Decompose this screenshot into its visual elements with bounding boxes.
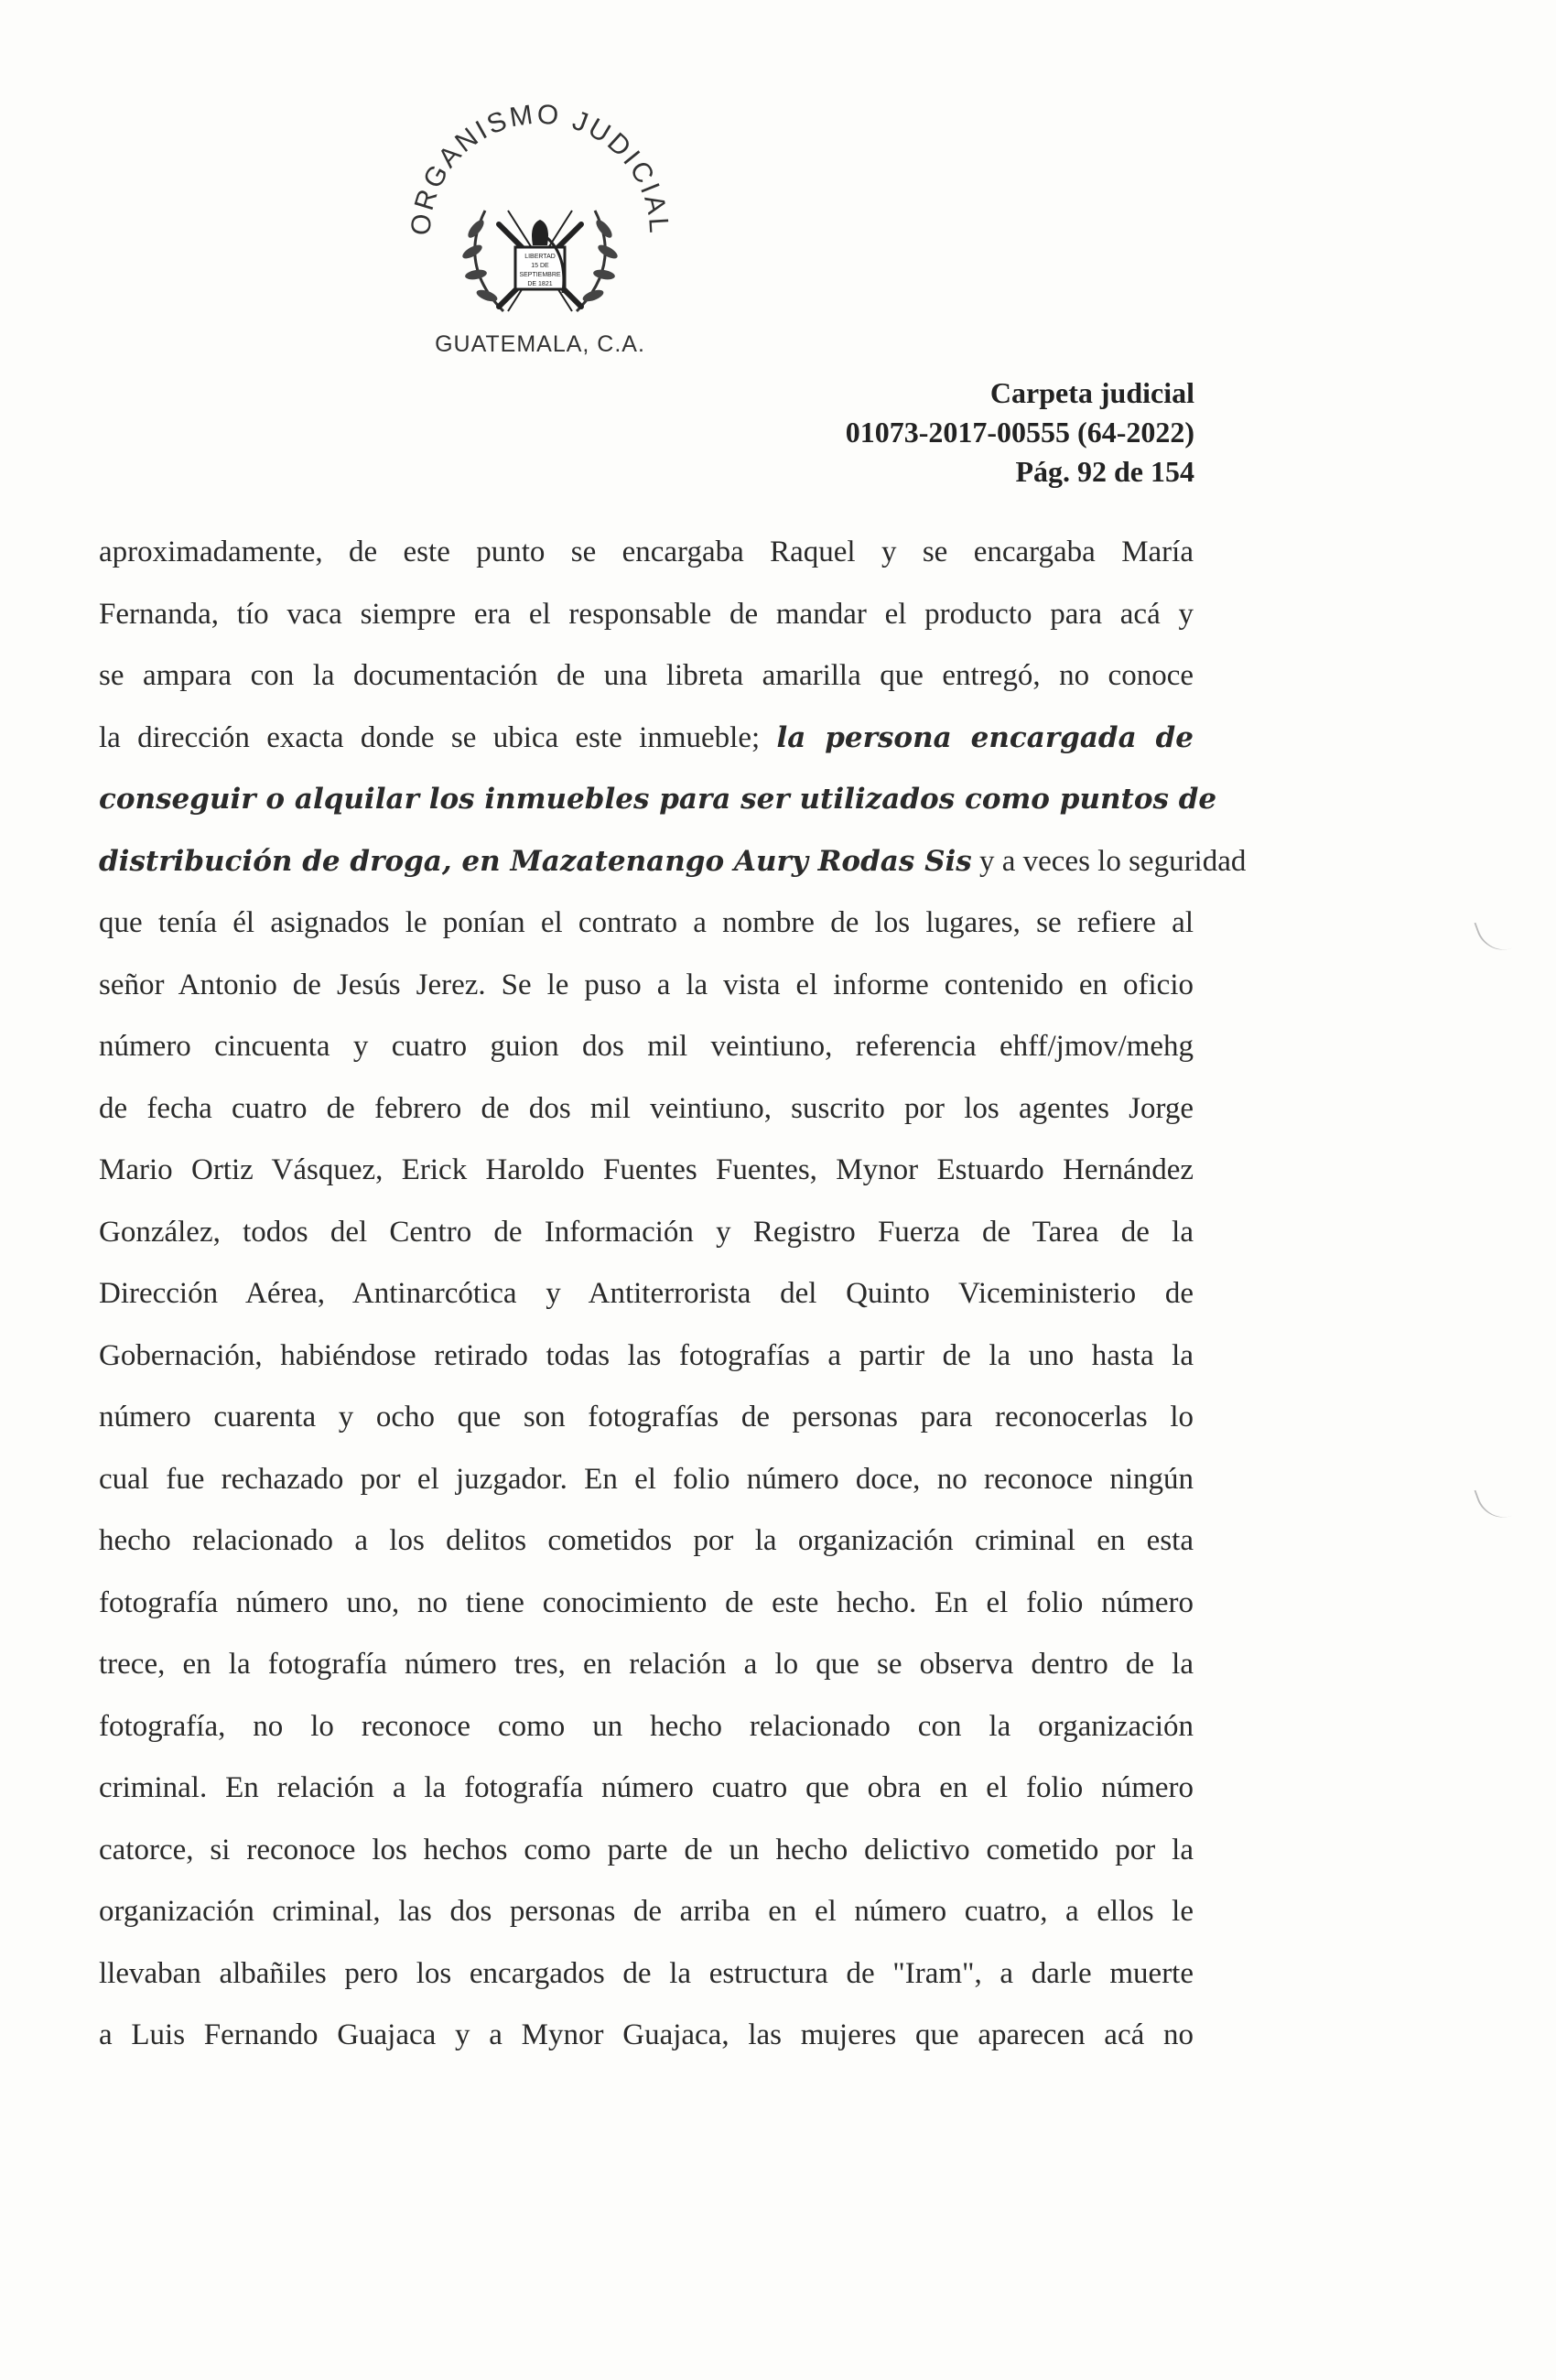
body-line-mixed (99, 708, 1194, 770)
body-line: Dirección Aérea, Antinarcótica y Antiterrorista del Quinto Viceministerio de (99, 1277, 1194, 1310)
bold-italic-text: distribución de droga, en Mazatenango Aury Rodas Sis (99, 844, 972, 878)
body-line: aproximadamente, de este punto se encargaba Raquel y se encargaba María (99, 536, 1194, 568)
svg-text:15 DE: 15 DE (531, 263, 549, 269)
svg-text:LIBERTAD: LIBERTAD (524, 254, 556, 260)
body-line: Mario Ortiz Vásquez, Erick Haroldo Fuentes Fuentes, Mynor Estuardo Hernández (99, 1153, 1194, 1186)
body-line-text: la dirección exacta donde se ubica este inmueble; (99, 720, 777, 754)
bold-italic-text: conseguir o alquilar los inmuebles para ser utilizados como puntos de (99, 783, 1217, 816)
svg-text:ORGANISMO JUDICIAL (405, 99, 674, 236)
body-line: cual fue rechazado por el juzgador. En el folio número doce, no reconoce ningún (99, 1462, 1194, 1496)
seal-caption: GUATEMALA, C.A. (435, 331, 645, 357)
body-line: organización criminal, las dos personas de arriba en el número cuatro, a ellos le (99, 1895, 1194, 1928)
body-line: número cuarenta y ocho que son fotografías de personas para reconocerlas lo (99, 1401, 1194, 1433)
svg-text:SEPTIEMBRE: SEPTIEMBRE (519, 272, 561, 278)
body-line: a Luis Fernando Guajaca y a Mynor Guajaca, las mujeres que aparecen acá no (99, 2018, 1194, 2051)
body-line: Gobernación, habiéndose retirado todas las fotografías a partir de la uno hasta la (99, 1338, 1194, 1372)
body-line-bold (99, 769, 1217, 831)
body-line: González, todos del Centro de Información y Registro Fuerza de Tarea de la (99, 1215, 1194, 1249)
body-line-mixed (99, 831, 1247, 893)
body-line: de fecha cuatro de febrero de dos mil veintiuno, suscrito por los agentes Jorge (99, 1091, 1194, 1125)
body-line: catorce, si reconoce los hechos como parte de un hecho delictivo cometido por la (99, 1833, 1194, 1866)
body-line: que tenía él asignados le ponían el contrato a nombre de los lugares, se refiere al (99, 906, 1194, 939)
body-line: número cincuenta y cuatro guion dos mil veintiuno, referencia ehff/jmov/mehg (99, 1030, 1194, 1063)
body-line: se ampara con la documentación de una libreta amarilla que entregó, no conoce (99, 659, 1194, 692)
judicial-seal (384, 73, 696, 384)
body-line: criminal. En relación a la fotografía número cuatro que obra en el folio número (99, 1771, 1194, 1804)
margin-mark (1474, 1477, 1522, 1525)
body-line: fotografía número uno, no tiene conocimiento de este hecho. En el folio número (99, 1585, 1194, 1619)
case-header (846, 373, 1194, 492)
body-line-text: y a veces lo seguridad (971, 844, 1247, 878)
body-line: señor Antonio de Jesús Jerez. Se le puso a la vista el informe contenido en oficio (99, 968, 1194, 1001)
case-number: 01073-2017-00555 (64-2022) (845, 416, 1194, 449)
body-line: llevaban albañiles pero los encargados de la estructura de "Iram", a darle muerte (99, 1956, 1194, 1990)
body-line: hecho relacionado a los delitos cometidos por la organización criminal en esta (99, 1524, 1194, 1557)
margin-mark (1474, 910, 1522, 957)
bold-italic-text: la persona encargada de (776, 720, 1194, 754)
body-line: fotografía, no lo reconoce como un hecho relacionado con la organización (99, 1709, 1194, 1743)
svg-text:DE 1821: DE 1821 (527, 281, 553, 287)
body-line: Fernanda, tío vaca siempre era el responsable de mandar el producto para acá y (99, 597, 1194, 631)
seal-arc-text: ORGANISMO JUDICIAL (405, 99, 675, 237)
page-number: Pág. 92 de 154 (1015, 455, 1194, 488)
document-body (99, 522, 1247, 2067)
body-line: trece, en la fotografía número tres, en relación a lo que se observa dentro de la (99, 1648, 1194, 1681)
case-folder-label: Carpeta judicial (989, 376, 1194, 409)
